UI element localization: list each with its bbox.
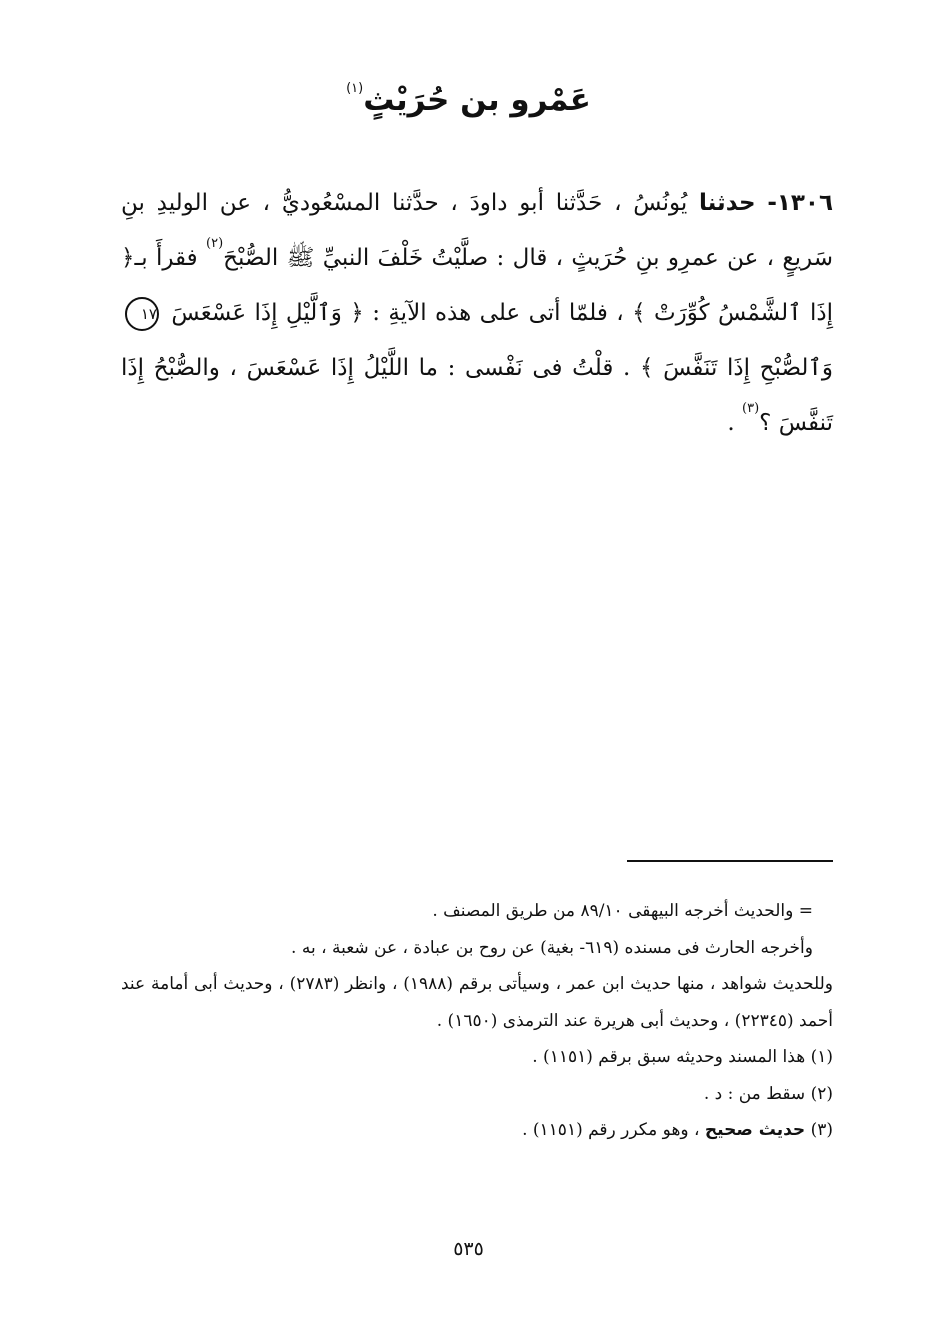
hadith-heading: حدثنا: [699, 190, 756, 216]
footnote-ref-3: (٣): [742, 401, 760, 416]
footnote-2: (٢) سقط من : د .: [703, 1083, 833, 1104]
hadith-text-question: . قلْتُ فى نَفْسى : ما اللَّيْلُ إِذَا عَسْعَسَ ، والصُّبْحُ إِذَا تَنفَّسَ ؟: [121, 355, 833, 436]
page-number: ٥٣٥: [453, 1238, 484, 1260]
footnote-shawahid: وللحديث شواهد ، منها حديث ابن عمر ، وسيأتى برقم (١٩٨٨) ، وانظر (٢٧٨٣) ، وحديث أبى أمامة عند أحمد (٢٢٣٤٥) ، وحديث أبى هريرة عند الترمذى (١٦٥٠) .: [121, 974, 833, 1031]
footnote-1: (١) هذا المسند وحديثه سبق برقم (١١٥١) .: [532, 1047, 833, 1067]
quran-verse-part-2: وَٱلصُّبْحِ إِذَا تَنَفَّسَ ﴾: [639, 355, 834, 381]
footnotes: [121, 893, 833, 1149]
hadith-text: [121, 176, 833, 451]
hadith-number: ١٣٠٦-: [767, 190, 834, 216]
footnote-harith: وأخرجه الحارث فى مسنده (٦١٩- بغية) عن روح بن عبادة ، عن شعبة ، به .: [291, 937, 813, 958]
ayah-number-marker: ١٧: [125, 297, 159, 331]
quran-verse-takwir: ﴿ إِذَا ٱلشَّمْسُ كُوِّرَتْ ﴾: [121, 245, 834, 326]
footnote-3-text: ، وهو مكرر رقم (١١٥١) .: [522, 1120, 700, 1140]
hadith-text-read: فقرأَ بـ: [134, 245, 198, 271]
footnote-3: [121, 1112, 833, 1149]
quran-verse-part-1: ﴿ وَٱلَّيْلِ إِذَا عَسْعَسَ: [171, 300, 364, 326]
footnote-3-number: (٣): [810, 1120, 833, 1140]
chapter-title: [0, 76, 937, 124]
footnote-continuation: = والحديث أخرجه البيهقى ٨٩/١٠ من طريق المصنف .: [432, 901, 813, 921]
footnote-ref-2: (٢): [206, 236, 224, 251]
footnote-3-grade: حديث صحيح: [704, 1120, 806, 1140]
chapter-title-text: عَمْرو بن حُرَيْثٍ: [363, 82, 591, 118]
chapter-title-footnote-ref: (١): [346, 81, 364, 96]
hadith-isnad: يُونُسُ ، حَدَّثنا أبو داودَ ، حدَّثنا المسْعُوديُّ ، عن الوليدِ بنِ سَريعٍ ، عن عمرِو بنِ حُرَيثٍ ، قال : صلَّيْتُ خَلْفَ النبيِّ ﷺ الصُّبْحَ: [121, 190, 834, 271]
hadith-text-end: .: [727, 410, 735, 436]
hadith-text-arrived: ، فلمّا أتى على هذه الآيةِ :: [372, 300, 624, 326]
footnote-separator: [627, 860, 833, 862]
